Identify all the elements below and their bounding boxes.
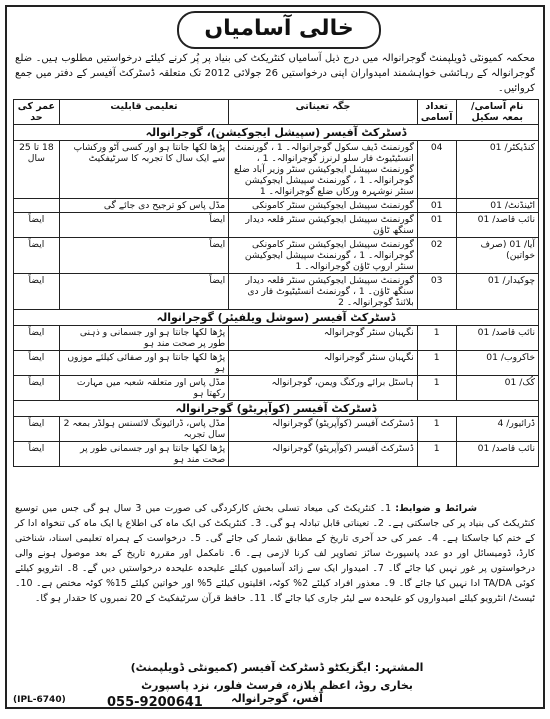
cell-age: ایضاً [14,417,60,442]
cell-place: ڈسٹرکٹ آفیسر (کوآپریٹو) گوجرانوالہ [229,417,418,442]
table-row [14,442,539,467]
header-age: عمر کی حد [14,100,60,125]
table-row [14,141,539,199]
cell-count: 1 [417,351,456,376]
cell-post: خاکروب/ 01 [456,351,539,376]
cell-place: ڈسٹرکٹ آفیسر (کوآپریٹو) گوجرانوالہ [229,442,418,467]
cell-count: 1 [417,326,456,351]
cell-count: 01 [417,199,456,213]
table-header-row [14,100,539,125]
table-row [14,417,539,442]
section-row [14,125,539,141]
cell-post: آیا/ 01 (صرف خواتین) [456,238,539,274]
table-row [14,213,539,238]
cell-age: ایضاً [14,376,60,401]
cell-age: 18 تا 25 سال [14,141,60,199]
terms-text: 1۔ کنٹریکٹ کی میعاد تسلی بخش کارکردگی کی صورت میں 3 سال ہو گی جس میں توسیع کنٹریکٹ کی بنیاد پر کی جاسکتی ہے۔ 2۔ تعیناتی قابل تبادلہ ہو گی۔ 3۔ کنٹریکٹ کی ایک ماہ کی اطلاع یا ایک ماہ کی تنخواہ ادا کر کے ختم کیا جاسکتا ہے۔ 4۔ عمر کی حد آخری تاریخ کے مطابق شمار کی جائے گی۔ 5۔ درخواست کے ہمراہ تعلیمی اسناد، شناختی کارڈ، ڈومیسائل اور دو عدد پاسپورٹ سائز تصاویر لف کرنا لازمی ہے۔ 6۔ نامکمل اور مقررہ تاریخ کے بعد موصول ہونے والی درخواستوں پر غور نہیں کیا جائے گا۔ 7۔ امیدوار ایک سے زائد آسامیوں کیلئے علیحدہ علیحدہ درخواستیں دیں گے۔ 8۔ انٹرویو کیلئے کوئی TA/DA ادا نہیں کیا جائے گا۔ 9۔ معذور افراد کیلئے 2% کوٹہ، اقلیتوں کیلئے 5% اور خواتین کیلئے 15% کوٹہ مختص ہے۔ 10۔ ٹیسٹ/ انٹرویو کیلئے امیدواروں کو علیحدہ سے لیٹر جاری کیا جائے گا۔ 11۔ حافظ قرآن سرٹیفکیٹ کے 20 نمبروں کا حقدار ہو گا۔ [15,503,536,604]
cell-count: 1 [417,376,456,401]
phone-number: 055-9200641 [107,695,203,710]
cell-count: 01 [417,213,456,238]
cell-qualification: پڑھا لکھا جانتا ہو اور کسی آٹو ورکشاپ سے ایک سال کا تجربہ کا سرٹیفکیٹ [59,141,228,199]
cell-place: گورنمنٹ سپیشل ایجوکیشن سنٹر کامونکی [229,199,418,213]
cell-place: نگہبان سنٹر گوجرانوالہ [229,351,418,376]
section-title: ڈسٹرکٹ آفیسر (سوشل ویلفیئر) گوجرانوالہ [14,310,539,326]
cell-qualification: مڈل پاس کو ترجیح دی جائے گی [59,199,228,213]
header-post: نام آسامی/ بمعہ سکیل [456,100,539,125]
cell-post: ڈرائیور/ 4 [456,417,539,442]
table-row [14,199,539,213]
cell-qualification: مڈل پاس، ڈرائیونگ لائسنس ہولڈر بمعہ 2 سال تجربہ [59,417,228,442]
cell-count: 02 [417,238,456,274]
cell-age: ایضاً [14,351,60,376]
cell-place: گورنمنٹ سپیشل ایجوکیشن سنٹر قلعہ دیدار سنگھ ٹاؤن۔ 1 ، گورنمنٹ انسٹیٹیوٹ فار دی بلائنڈ گوجرانوالہ۔ 2 [229,274,418,310]
section-row [14,310,539,326]
cell-place: گورنمنٹ سپیشل ایجوکیشن سنٹر کامونکی گوجرانوالہ۔ 1 ، گورنمنٹ سپیشل ایجوکیشن سنٹر اروپ ٹاؤن گوجرانوالہ۔ 1 [229,238,418,274]
cell-post: کنڈیکٹر/ 01 [456,141,539,199]
table-row [14,351,539,376]
table-row [14,376,539,401]
section-row [14,401,539,417]
table-row [14,238,539,274]
cell-qualification: پڑھا لکھا جانتا ہو اور جسمانی طور پر صحت مند ہو [59,442,228,467]
cell-age: ایضاً [14,238,60,274]
cell-count: 04 [417,141,456,199]
cell-place: ہاسٹل برائے ورکنگ ویمن، گوجرانوالہ [229,376,418,401]
cell-place: گورنمنٹ سپیشل ایجوکیشن سنٹر قلعہ دیدار سنگھ ٹاؤن [229,213,418,238]
cell-age: ایضاً [14,326,60,351]
cell-count: 1 [417,417,456,442]
table-row [14,274,539,310]
cell-qualification: ایضاً [59,274,228,310]
vacancies-banner: خالی آسامیاں [177,11,381,49]
advertisement-page [5,5,545,709]
terms-paragraph [15,501,535,606]
cell-count: 03 [417,274,456,310]
table-row [14,326,539,351]
section-title: ڈسٹرکٹ آفیسر (کوآپریٹو) گوجرانوالہ [14,401,539,417]
cell-post: نائب قاصد/ 01 [456,326,539,351]
cell-age: ایضاً [14,442,60,467]
cell-post: چوکیدار/ 01 [456,274,539,310]
header-place: جگہ تعیناتی [229,100,418,125]
cell-place: گورنمنٹ ڈیف سکول گوجرانوالہ۔ 1 ، گورنمنٹ انسٹیٹیوٹ فار سلو لرنرز گوجرانوالہ۔ 1 ، گورنمنٹ سپیشل ایجوکیشن سنٹر وزیر آباد ضلع گوجرانوالہ۔ 1 ، گورنمنٹ سپیشل ایجوکیشن سنٹر نوشہرہ ورکاں ضلع گوجرانوالہ۔ 1 [229,141,418,199]
cell-place: نگہبان سنٹر گوجرانوالہ [229,326,418,351]
cell-qualification: ایضاً [59,213,228,238]
jobs-table [13,99,539,467]
header-count: تعداد آسامی [417,100,456,125]
terms-title: شرائط و ضوابط: [395,503,477,514]
advertiser-label: المشتہر: ایگزیکٹو ڈسٹرکٹ آفیسر (کمیونٹی ڈویلپمنٹ) [130,661,424,674]
office-address: بخاری روڈ، اعظم پلازہ، فرسٹ فلور، نزد پاسپورٹ آفس، گوجرانوالہ [141,679,413,705]
cell-age [14,199,60,213]
cell-post: نائب قاصد/ 01 [456,442,539,467]
cell-age: ایضاً [14,213,60,238]
cell-qualification: پڑھا لکھا جانتا ہو اور جسمانی و ذہنی طور پر صحت مند ہو [59,326,228,351]
section-title: ڈسٹرکٹ آفیسر (سپیشل ایجوکیشن)، گوجرانوالہ [14,125,539,141]
header-qualification: تعلیمی قابلیت [59,100,228,125]
cell-qualification: ایضاً [59,238,228,274]
cell-count: 1 [417,442,456,467]
cell-age: ایضاً [14,274,60,310]
reference-code: (IPL-6740) [13,695,66,705]
cell-post: کُک/ 01 [456,376,539,401]
cell-qualification: پڑھا لکھا جانتا ہو اور صفائی کیلئے موزوں ہو [59,351,228,376]
cell-post: نائب قاصد/ 01 [456,213,539,238]
intro-paragraph: محکمہ کمیونٹی ڈویلپمنٹ گوجرانوالہ میں درج ذیل آسامیاں کنٹریکٹ کی بنیاد پر پُر کرنے کیلئے درخواستیں مطلوب ہیں۔ ضلع گوجرانوالہ کے رہائشی خواہشمند امیدواران اپنی درخواستیں 26 جولائی 2012 تک متعلقہ ڈسٹرکٹ آفیسر کے دفتر میں جمع کروائیں۔ [15,53,536,94]
cell-post: اٹینڈنٹ/ 01 [456,199,539,213]
cell-qualification: مڈل پاس اور متعلقہ شعبہ میں مہارت رکھتا ہو [59,376,228,401]
